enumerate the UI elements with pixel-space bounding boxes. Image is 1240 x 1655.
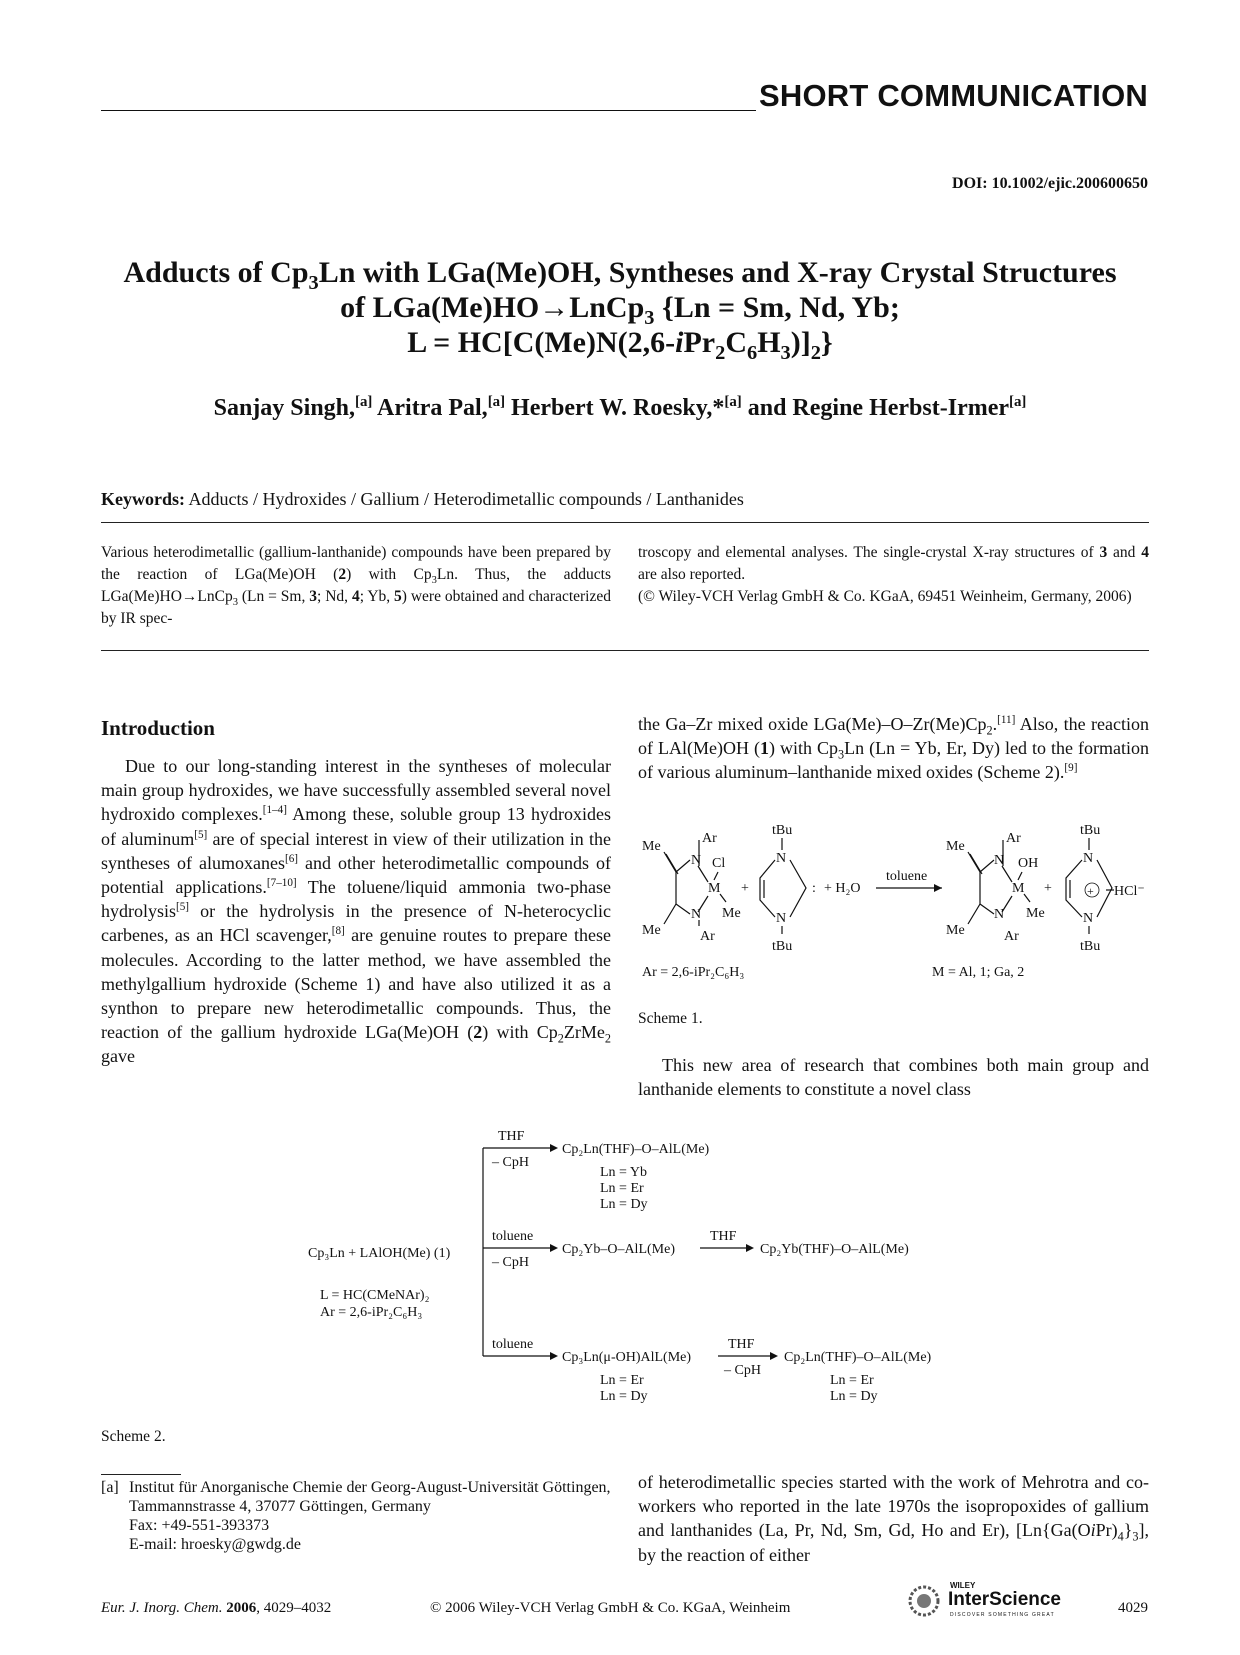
interscience-globe-icon	[906, 1583, 942, 1619]
s1-plus-1: +	[741, 881, 749, 896]
scheme-2-figure	[300, 1124, 960, 1404]
s2-cph-1: – CpH	[492, 1155, 529, 1170]
s2-arrow-3b-head	[770, 1352, 778, 1360]
s1-ar-top: Ar	[702, 831, 717, 846]
abstract-rule-top	[101, 522, 1149, 523]
interscience-logo	[906, 1581, 1076, 1621]
s1-me-top: Me	[642, 839, 661, 854]
s1-prod-nhc-n-bottom: N	[1083, 911, 1094, 926]
logo-wiley: WILEY	[950, 1581, 976, 1590]
s1-prod-oh: OH	[1018, 856, 1039, 871]
abstract-rule-bottom	[101, 650, 1149, 651]
s2-product-2b: Cp₂Yb(THF)–O–AlL(Me)	[760, 1242, 909, 1257]
s2-cph-2: – CpH	[492, 1255, 529, 1270]
s2-toluene-2: toluene	[492, 1229, 534, 1244]
s2-p3-ln-er: Ln = Er	[600, 1373, 644, 1388]
article-title: Adducts of $Cp_3Ln$ with LGa(Me)OH, Syntheses and X-ray Crystal Structures of LGa(Me)HO→LnCp$_3$ {Ln = Sm, Nd, Yb; $L = HC[C(Me)N(2,6-iPr_2C_6H_3)]_2$}	[123, 256, 1117, 364]
s2-thf-1: THF	[498, 1129, 525, 1144]
s1-water: + H₂O	[824, 881, 861, 896]
author-list: Sanjay Singh,[a] Aritra Pal,[a] Herbert W. Roesky,*[a] and Regine Herbst-Irmer[a]	[213, 394, 1027, 421]
intro-paragraph-right-2: This new area of research that combines both main group and lanthanide elements to constitute a novel class	[638, 1055, 1149, 1100]
s2-product-3: Cp₃Ln(μ-OH)AlL(Me)	[562, 1350, 692, 1365]
s2-l-definition: L = HC(CMeNAr)₂	[320, 1288, 430, 1303]
s2-reactants: Cp₃Ln + LAlOH(Me) (1)	[308, 1246, 451, 1261]
s2-toluene-3: toluene	[492, 1337, 534, 1352]
s1-plus-charge: +	[1087, 884, 1094, 898]
s1-m-definition: M = Al, 1; Ga, 2	[932, 965, 1025, 980]
s2-p1-ln-dy: Ln = Dy	[600, 1197, 648, 1212]
s1-tbu-bottom: tBu	[772, 939, 793, 954]
s1-n-top: N	[691, 853, 702, 868]
s1-prod-nhc-n-top: N	[1083, 851, 1094, 866]
s1-prod-me-bottom: Me	[946, 923, 965, 938]
journal-citation: Eur. J. Inorg. Chem. 2006, 4029–4032	[101, 1600, 332, 1616]
s1-tbu-top: tBu	[772, 823, 793, 838]
s1-me-bottom: Me	[642, 923, 661, 938]
scheme-1-caption: Scheme 1.	[638, 1010, 703, 1027]
s2-thf-3: THF	[728, 1337, 755, 1352]
s1-prod-me-m: Me	[1026, 906, 1045, 921]
s2-arrow-3-head	[550, 1352, 558, 1360]
s2-arrow-2b-head	[746, 1244, 754, 1252]
abstract-right: troscopy and elemental analyses. The single-crystal X-ray structures of 3 and 4 are also reported. (© Wiley-VCH Verlag GmbH & Co. KGaA, 69451 Weinheim, Germany, 2006)	[638, 544, 1149, 605]
s1-ar-definition: Ar = 2,6-iPr₂C₆H₃	[642, 965, 745, 980]
page-number: 4029	[1118, 1600, 1148, 1616]
s1-prod-tbu-bottom: tBu	[1080, 939, 1101, 954]
footnote-rule	[101, 1474, 181, 1475]
s2-p3-ln-dy: Ln = Dy	[600, 1389, 648, 1404]
s1-me-m: Me	[722, 906, 741, 921]
s1-prod-m: M	[1012, 881, 1025, 896]
section-heading-introduction: Introduction	[101, 716, 215, 740]
keywords: Keywords: Adducts / Hydroxides / Gallium / Heterodimetallic compounds / Lanthanides	[101, 489, 744, 509]
s1-n-bottom: N	[691, 907, 702, 922]
s2-cph-3: – CpH	[724, 1363, 761, 1378]
scheme-2-caption: Scheme 2.	[101, 1428, 166, 1445]
s2-arrow-2-head	[550, 1244, 558, 1252]
s2-product-2: Cp₂Yb–O–AlL(Me)	[562, 1242, 675, 1257]
s1-arrow-head	[934, 884, 942, 892]
s1-nhc-n-top: N	[776, 851, 787, 866]
s1-plus-2: +	[1044, 881, 1052, 896]
s1-toluene-label: toluene	[886, 869, 928, 884]
s1-m: M	[708, 881, 721, 896]
s2-p3b-ln-dy: Ln = Dy	[830, 1389, 878, 1404]
s2-ar-definition: Ar = 2,6-iPr₂C₆H₃	[320, 1305, 423, 1320]
s1-nhc-n-bottom: N	[776, 911, 787, 926]
section-label: SHORT COMMUNICATION	[759, 78, 1148, 113]
s1-carbene-colon: :	[812, 881, 816, 896]
s1-prod-me-top: Me	[946, 839, 965, 854]
s2-p1-ln-yb: Ln = Yb	[600, 1165, 648, 1180]
s2-p3b-ln-er: Ln = Er	[830, 1373, 874, 1388]
s2-thf-2: THF	[710, 1229, 737, 1244]
s2-product-3b: Cp₂Ln(THF)–O–AlL(Me)	[784, 1350, 932, 1365]
s1-prod-ar-top: Ar	[1006, 831, 1021, 846]
s1-cl: Cl	[712, 856, 726, 871]
s1-prod-n-bottom: N	[994, 907, 1005, 922]
header-rule	[101, 110, 756, 111]
abstract-left: Various heterodimetallic (gallium-lanthanide) compounds have been prepared by the reaction of LGa(Me)OH (2) with $Cp_3Ln$. Thus, the adducts LGa(Me)HO→LnCp$_3$ (Ln = Sm, 3; Nd, 4; Yb, 5) were obtained and characterized by IR spec-	[101, 544, 611, 627]
scheme-1-figure	[636, 822, 1156, 982]
logo-tagline: DISCOVER SOMETHING GREAT	[950, 1612, 1055, 1618]
s1-ar-bottom: Ar	[700, 929, 715, 944]
s1-prod-tbu-top: tBu	[1080, 823, 1101, 838]
s2-product-1: Cp₂Ln(THF)–O–AlL(Me)	[562, 1142, 710, 1157]
doi: DOI: 10.1002/ejic.200600650	[952, 175, 1148, 192]
intro-paragraph-right-3: of heterodimetallic species started with the work of Mehrotra and co-workers who reported in the late 1970s the isopropoxides of gallium and lanthanides (La, Pr, Nd, Sm, Gd, Ho and Er), $[Ln\{Ga(OiPr)_4\}_3]$, by the reaction of either	[638, 1472, 1149, 1565]
s2-arrow-1-head	[550, 1144, 558, 1152]
intro-paragraph-left: Due to our long-standing interest in the syntheses of molecular main group hydroxides, we have successfully assembled several novel hydroxido complexes.[1–4] Among these, soluble group 13 hydroxides of aluminum[5] are of special interest in view of their utilization in the syntheses of alumoxanes[6] and other heterodimetallic compounds of potential applications.[7–10] The toluene/liquid ammonia two-phase hydrolysis[5] or the hydrolysis in the presence of N-heterocyclic carbenes, as an HCl scavenger,[8] are genuine routes to prepare these molecules. According to the latter method, we have assembled the methylgallium hydroxide (Scheme 1) and have also utilized it as a synthon to prepare new heterodimetallic compounds. Thus, the reaction of the gallium hydroxide LGa(Me)OH (2) with $Cp_2ZrMe_2$ gave	[101, 756, 611, 1067]
logo-interscience: InterScience	[948, 1589, 1061, 1610]
s1-prod-ar-bottom: Ar	[1004, 929, 1019, 944]
s1-prod-n-top: N	[994, 853, 1005, 868]
footer-copyright: © 2006 Wiley-VCH Verlag GmbH & Co. KGaA, Weinheim	[430, 1600, 791, 1616]
affiliation-footnote: [a] Institut für Anorganische Chemie der Georg-August-Universität Göttingen, Tammannstrasse 4, 37077 Göttingen, Germany Fax: +49-551-393373 E-mail: hroesky@gwdg.de	[101, 1479, 611, 1553]
intro-paragraph-right-1: the Ga–Zr mixed oxide $LGa(Me)-O-Zr(Me)Cp_2.[11]$ Also, the reaction of LAl(Me)OH (1) with $Cp_3Ln$ (Ln = Yb, Er, Dy) led to the formation of various aluminum–lanthanide mixed oxides (Scheme 2).[9]	[638, 714, 1149, 783]
s2-p1-ln-er: Ln = Er	[600, 1181, 644, 1196]
s1-hcl: HCl⁻	[1114, 884, 1145, 899]
